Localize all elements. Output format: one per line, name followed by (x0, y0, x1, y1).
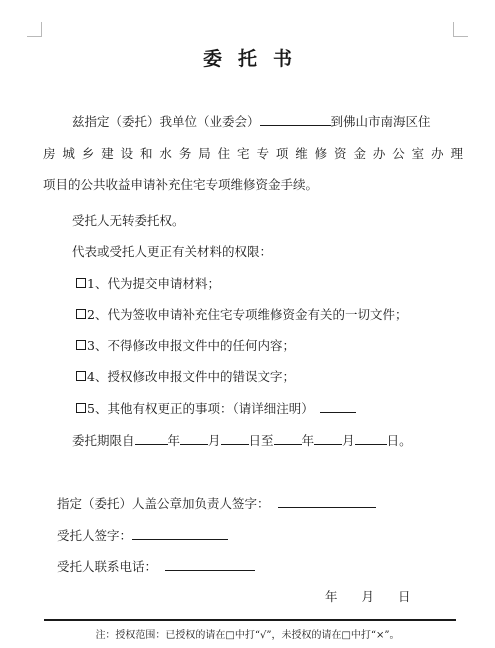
other-matters-blank[interactable] (320, 399, 356, 413)
option-item (76, 306, 407, 324)
checkbox-option-1[interactable] (76, 278, 86, 288)
authorization-footnote: 注：授权范围：已授权的请在□中打“√”，未授权的请在□中打“×”。 (95, 630, 400, 641)
agent-signature-blank[interactable] (132, 526, 228, 540)
start-month-blank[interactable] (180, 431, 208, 445)
option-label: 5、其他有权更正的事项：（请详细注明） (87, 401, 314, 416)
period-year-unit: 年 (301, 433, 315, 448)
checkbox-option-5[interactable] (76, 403, 86, 413)
start-year-blank[interactable] (135, 431, 168, 445)
option-item (76, 368, 295, 386)
option-item (76, 337, 295, 355)
entrust-period-line (72, 431, 412, 450)
intro-text-line2: 房城乡建设和水务局住宅专项维修资金办公室办理 (43, 146, 463, 161)
date-month-label: 月 (361, 589, 375, 604)
no-transfer-statement: 受托人无转委托权。 (72, 213, 185, 228)
option-item (76, 399, 356, 418)
principal-name-blank[interactable] (260, 112, 331, 126)
option-label: 2、代为签收申请补充住宅专项维修资金有关的一切文件； (87, 307, 408, 322)
agent-signature-label: 受托人签字： (57, 528, 133, 543)
option-label: 4、授权修改申报文件中的错误文字； (87, 369, 295, 384)
document-title: 委托书 (202, 48, 308, 70)
authority-intro: 代表或受托人更正有关材料的权限： (72, 244, 273, 259)
crop-mark-top-right (453, 22, 468, 37)
period-day-end: 日。 (386, 433, 412, 448)
principal-signature-blank[interactable] (278, 494, 376, 508)
principal-signature-line (57, 494, 376, 513)
end-year-blank[interactable] (274, 431, 302, 445)
period-day-to: 日至 (248, 433, 274, 448)
checkbox-option-4[interactable] (76, 371, 86, 381)
option-label: 1、代为提交申请材料； (87, 276, 220, 291)
intro-text-part2: 到佛山市南海区住 (330, 114, 431, 129)
period-month-unit: 月 (208, 433, 221, 448)
period-label: 委托期限自 (72, 433, 135, 448)
option-label: 3、不得修改申报文件中的任何内容； (87, 338, 295, 353)
period-year-unit: 年 (167, 433, 181, 448)
checkbox-option-2[interactable] (76, 309, 86, 319)
date-day-label: 日 (398, 589, 411, 604)
end-day-blank[interactable] (355, 431, 387, 445)
crop-mark-top-left (27, 22, 42, 37)
intro-line-1 (72, 112, 431, 131)
option-item (76, 275, 220, 293)
intro-line-2 (43, 145, 463, 163)
date-year-label: 年 (325, 589, 338, 604)
principal-signature-label: 指定（委托）人盖公章加负责人签字： (57, 496, 270, 511)
period-month-unit: 月 (342, 433, 355, 448)
start-day-blank[interactable] (221, 431, 249, 445)
intro-line-3: 项目的公共收益申请补充住宅专项维修资金手续。 (43, 177, 319, 192)
intro-text-part1: 兹指定（委托）我单位（业委会） (72, 114, 260, 129)
agent-signature-line (57, 526, 228, 545)
end-month-blank[interactable] (314, 431, 342, 445)
agent-phone-label: 受托人联系电话： (57, 559, 158, 574)
footnote-divider (44, 619, 456, 621)
checkbox-option-3[interactable] (76, 340, 86, 350)
agent-phone-blank[interactable] (165, 557, 255, 571)
agent-phone-line (57, 557, 255, 576)
sign-date-line (325, 588, 411, 606)
